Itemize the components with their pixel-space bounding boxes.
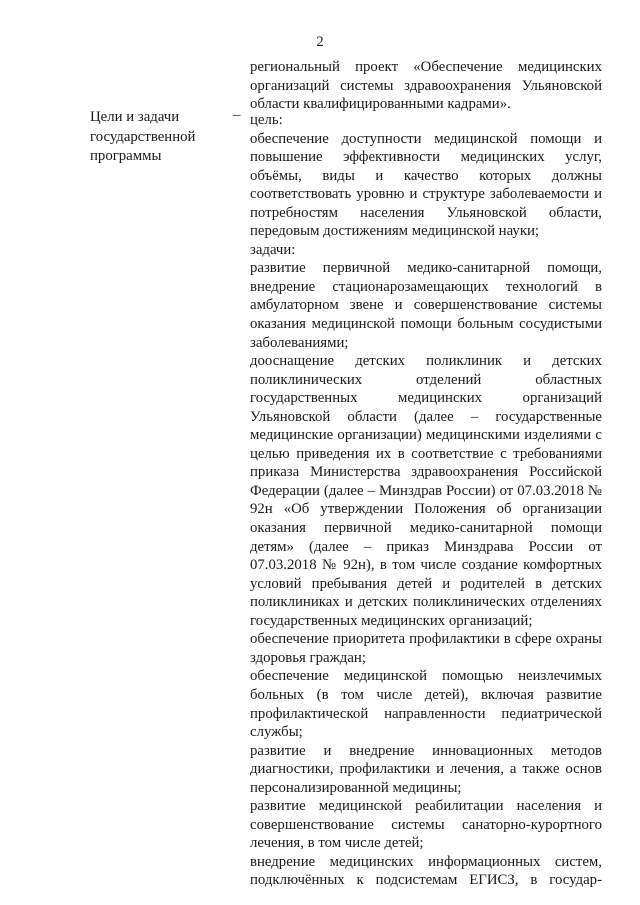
task-item: дооснащение детских поликлиник и детских поликлинических отделений областных государственных медицинских организаций Ульяновской области (далее – государственные медицинские организации) медицинскими изделиями с целью приведения их в соответствие с требованиями приказа Министерства здравоохранения Российской Федерации (далее – Минздрав России) от 07.03.2018 № 92н «Об утверждении Положения об организации оказания первичной медико-санитарной помощи детям» (далее – приказ Минздрава России от 07.03.2018 № 92н), в том числе создание комфортных условий пребывания детей и родителей в детских поликлиниках и детских поликлинических отделениях государственных медицинских организаций; <box>250 353 602 629</box>
page-number: 2 <box>316 34 324 50</box>
task-item: развитие первичной медико-санитарной помощи, внедрение стационарозамещающих технологий в амбулаторном звене и совершенствование системы оказания медицинской помощи больным сосудистыми заболеваниями; <box>250 260 602 351</box>
task-item: обеспечение приоритета профилактики в сфере охраны здоровья граждан; <box>250 631 602 666</box>
task-item: обеспечение медицинской помощью неизлечимых больных (в том числе детей), включая развитие профилактической направленности педиатрической службы; <box>250 668 602 741</box>
section-label: Цели и задачи государственной программы <box>90 109 196 164</box>
task-item: развитие медицинской реабилитации населения и совершенствование системы санаторно-курортного лечения, в том числе детей; <box>250 798 602 852</box>
label-dash: – <box>233 107 241 123</box>
intro-paragraph: региональный проект «Обеспечение медицинских организаций системы здравоохранения Ульяновской области квалифицированными кадрами». <box>250 59 602 113</box>
task-item: внедрение медицинских информационных систем, подключённых к подсистемам ЕГИСЗ, в государ- <box>250 853 602 889</box>
goal-text: обеспечение доступности медицинской помощи и повышение эффективности медицинских услуг, объёмы, виды и качество которых должны соответствовать уровню и структуре заболеваемости и потребностям населения Ульяновской области, передовым достижениям медицинской науки; <box>250 130 602 240</box>
tasks-heading: задачи: <box>250 241 296 258</box>
task-item: развитие и внедрение инновационных методов диагностики, профилактики и лечения, а также основ персонализированной медицины; <box>250 742 602 796</box>
goal-heading: цель: <box>250 112 283 128</box>
goals-and-tasks <box>250 111 602 890</box>
